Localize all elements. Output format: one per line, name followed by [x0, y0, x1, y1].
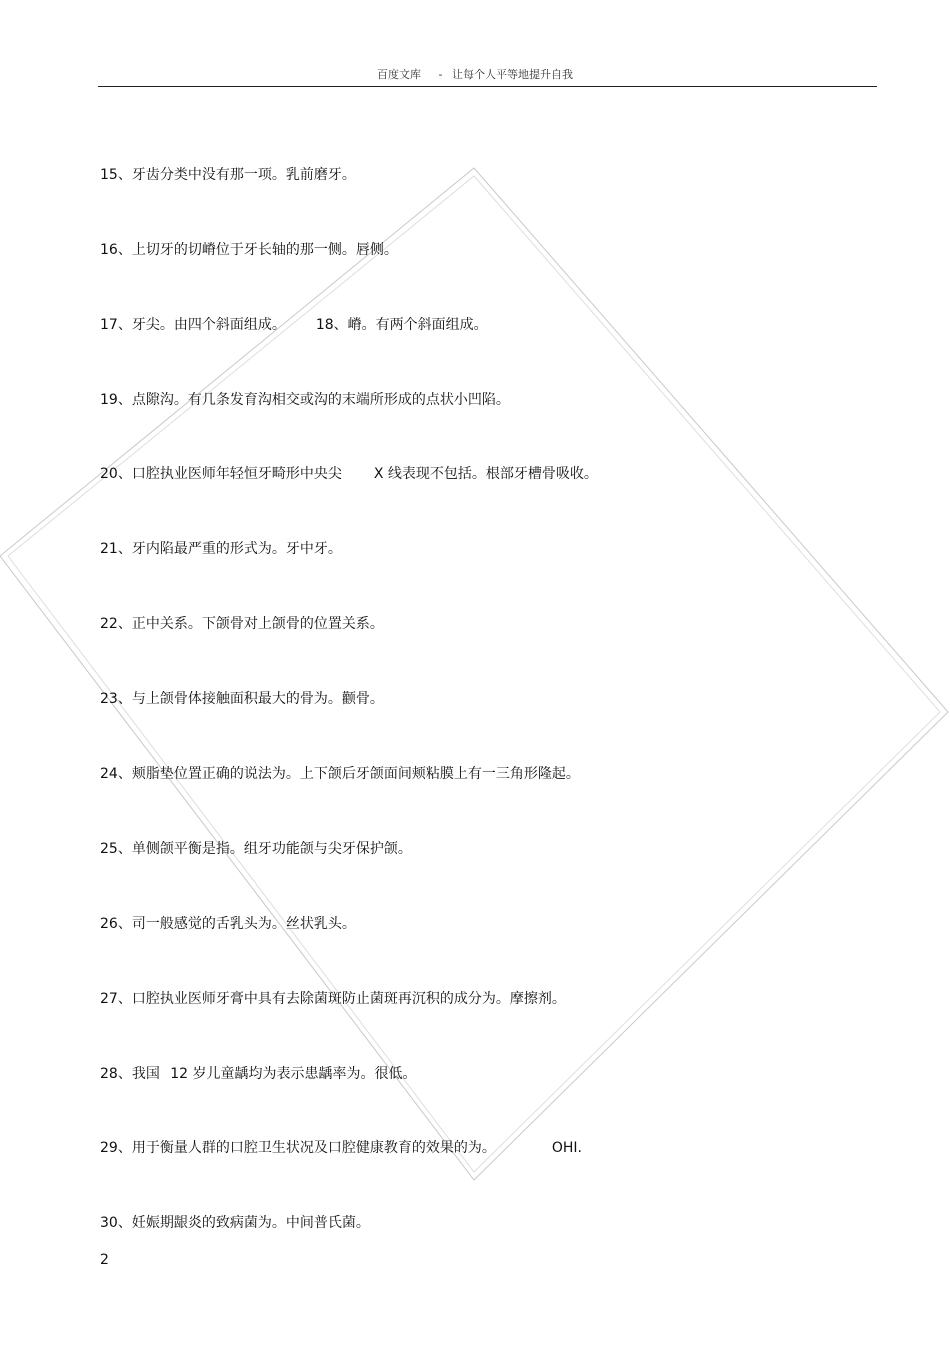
- question-15: 15、牙齿分类中没有那一项。乳前磨牙。: [100, 167, 356, 183]
- question-28: 28、我国 12 岁儿童龋均为表示患龋率为。很低。: [100, 1066, 417, 1082]
- question-16: 16、上切牙的切嵴位于牙长轴的那一侧。唇侧。: [100, 242, 398, 258]
- question-19: 19、点隙沟。有几条发育沟相交或沟的末端所形成的点状小凹陷。: [100, 392, 510, 408]
- question-29: 29、用于衡量人群的口腔卫生状况及口腔健康教育的效果的为。 OHI.: [100, 1140, 582, 1156]
- question-26: 26、司一般感觉的舌乳头为。丝状乳头。: [100, 916, 356, 932]
- question-22: 22、正中关系。下颌骨对上颌骨的位置关系。: [100, 616, 384, 632]
- question-24: 24、颊脂垫位置正确的说法为。上下颌后牙颌面间颊粘膜上有一三角形隆起。: [100, 766, 580, 782]
- question-30: 30、妊娠期龈炎的致病菌为。中间普氏菌。: [100, 1215, 370, 1231]
- header-site: 百度文库: [377, 68, 421, 81]
- question-17-18: 17、牙尖。由四个斜面组成。 18、嵴。有两个斜面组成。: [100, 317, 488, 333]
- header-rule: [98, 86, 877, 87]
- page-number: 2: [100, 1252, 109, 1268]
- question-27: 27、口腔执业医师牙膏中具有去除菌斑防止菌斑再沉积的成分为。摩擦剂。: [100, 991, 566, 1007]
- question-20: 20、口腔执业医师年轻恒牙畸形中央尖 X 线表现不包括。根部牙槽骨吸收。: [100, 466, 598, 482]
- question-25: 25、单侧颌平衡是指。组牙功能颌与尖牙保护颌。: [100, 841, 412, 857]
- question-21: 21、牙内陷最严重的形式为。牙中牙。: [100, 541, 342, 557]
- header-separator: -: [438, 68, 443, 81]
- header-slogan: 让每个人平等地提升自我: [451, 68, 573, 81]
- page-header: [0, 66, 950, 82]
- question-23: 23、与上颌骨体接触面积最大的骨为。颧骨。: [100, 691, 384, 707]
